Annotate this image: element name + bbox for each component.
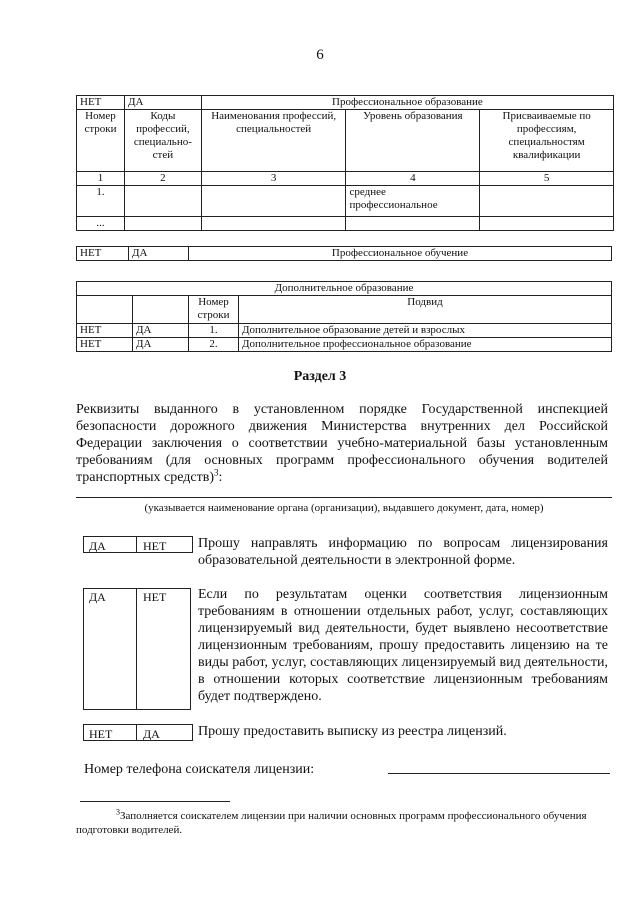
table-title: Профессиональное обучение <box>189 247 612 261</box>
issuer-hint: (указывается наименование органа (организации), выдавшего документ, дата, номер) <box>144 502 544 514</box>
row-number: 1. <box>77 186 125 217</box>
option1-yes-box[interactable]: ДА <box>89 539 106 553</box>
subtype-name: Дополнительное профессиональное образование <box>239 338 612 352</box>
col-header-codes: Коды профессий, специально-стей <box>124 110 201 172</box>
option3-yes-box[interactable]: ДА <box>143 727 160 741</box>
section-text-colon: : <box>218 470 223 485</box>
col-header-names: Наименования профессий, специальностей <box>201 110 346 172</box>
footnote-reference: 3 <box>214 467 219 478</box>
row-number: 2. <box>189 338 239 352</box>
section-title: Раздел 3 <box>293 369 347 384</box>
option2-checkbox-group <box>83 588 191 710</box>
yes-cell[interactable]: ДА <box>124 96 201 110</box>
issuer-input-line[interactable] <box>76 497 612 498</box>
table-cell[interactable] <box>201 217 346 231</box>
table-cell[interactable] <box>480 217 614 231</box>
no-cell[interactable]: НЕТ <box>77 96 125 110</box>
option3-no-box[interactable]: НЕТ <box>89 727 113 741</box>
footnote-mark: 3 <box>116 807 120 817</box>
footnote-separator <box>80 801 230 802</box>
table-cell[interactable] <box>124 217 201 231</box>
table-cell[interactable] <box>124 186 201 217</box>
no-cell[interactable]: НЕТ <box>77 324 133 338</box>
col-number: 3 <box>201 172 346 186</box>
option3-text: Прошу предоставить выписку из реестра лицензий. <box>198 724 507 739</box>
no-cell[interactable]: НЕТ <box>77 247 129 261</box>
table-cell[interactable] <box>201 186 346 217</box>
row-number: 1. <box>189 324 239 338</box>
option2-no-box[interactable]: НЕТ <box>143 590 167 604</box>
footnote <box>76 809 616 837</box>
professional-education-table <box>76 95 614 231</box>
section-text-body: Реквизиты выданного в установленном порядке Государственной инспекцией безопасности дорожного движения Министерства внутренних дел Российской Федерации заключения о соответствии учебно-материальной базы установленным требованиям (для основных программ профессионального обучения водителей транспортных средств) <box>76 402 608 485</box>
professional-training-table <box>76 246 612 261</box>
col-number: 2 <box>124 172 201 186</box>
col-header-subtype: Подвид <box>239 296 612 324</box>
table-title: Профессиональное образование <box>201 96 613 110</box>
yes-cell[interactable]: ДА <box>133 324 189 338</box>
additional-education-table <box>76 281 612 352</box>
section-text <box>76 401 608 486</box>
option3-checkbox-group <box>83 724 193 741</box>
col-header-qualifications: Присваиваемые по профессиям, специальностям квалификации <box>480 110 614 172</box>
table-cell <box>77 296 133 324</box>
option1-no-box[interactable]: НЕТ <box>143 539 167 553</box>
col-header-row-number: Номер строки <box>189 296 239 324</box>
table-cell[interactable] <box>346 217 480 231</box>
table-cell[interactable] <box>480 186 614 217</box>
col-number: 5 <box>480 172 614 186</box>
table-cell <box>133 296 189 324</box>
table-title: Дополнительное образование <box>77 282 612 296</box>
no-cell[interactable]: НЕТ <box>77 338 133 352</box>
col-header-row-number: Номер строки <box>77 110 125 172</box>
phone-label: Номер телефона соискателя лицензии: <box>84 762 315 777</box>
col-header-level: Уровень образования <box>346 110 480 172</box>
row-number: ... <box>77 217 125 231</box>
education-level-cell[interactable]: среднее профессиональное <box>346 186 480 217</box>
col-number: 4 <box>346 172 480 186</box>
subtype-name: Дополнительное образование детей и взрослых <box>239 324 612 338</box>
phone-input-line[interactable] <box>388 773 610 774</box>
yes-cell[interactable]: ДА <box>133 338 189 352</box>
yes-cell[interactable]: ДА <box>129 247 189 261</box>
option1-checkbox-group <box>83 536 193 553</box>
option1-text: Прошу направлять информацию по вопросам лицензирования образовательной деятельности в электронной форме. <box>198 536 608 568</box>
footnote-text: Заполняется соискателем лицензии при наличии основных программ профессионального обучения подготовки водителей. <box>76 810 587 836</box>
col-number: 1 <box>77 172 125 186</box>
option2-yes-box[interactable]: ДА <box>89 590 106 604</box>
option2-text: Если по результатам оценки соответствия лицензионным требованиям в отношении отдельных работ, услуг, составляющих лицензируемый вид деятельности, будет выявлено несоответствие лицензионным требованиям, прошу предоставить лицензию на те виды работ, услуг, составляющих лицензируемый вид деятельности, в отношении которых соответствие лицензионным требованиям будет подтверждено. <box>198 587 608 704</box>
page-number: 6 <box>316 47 324 63</box>
